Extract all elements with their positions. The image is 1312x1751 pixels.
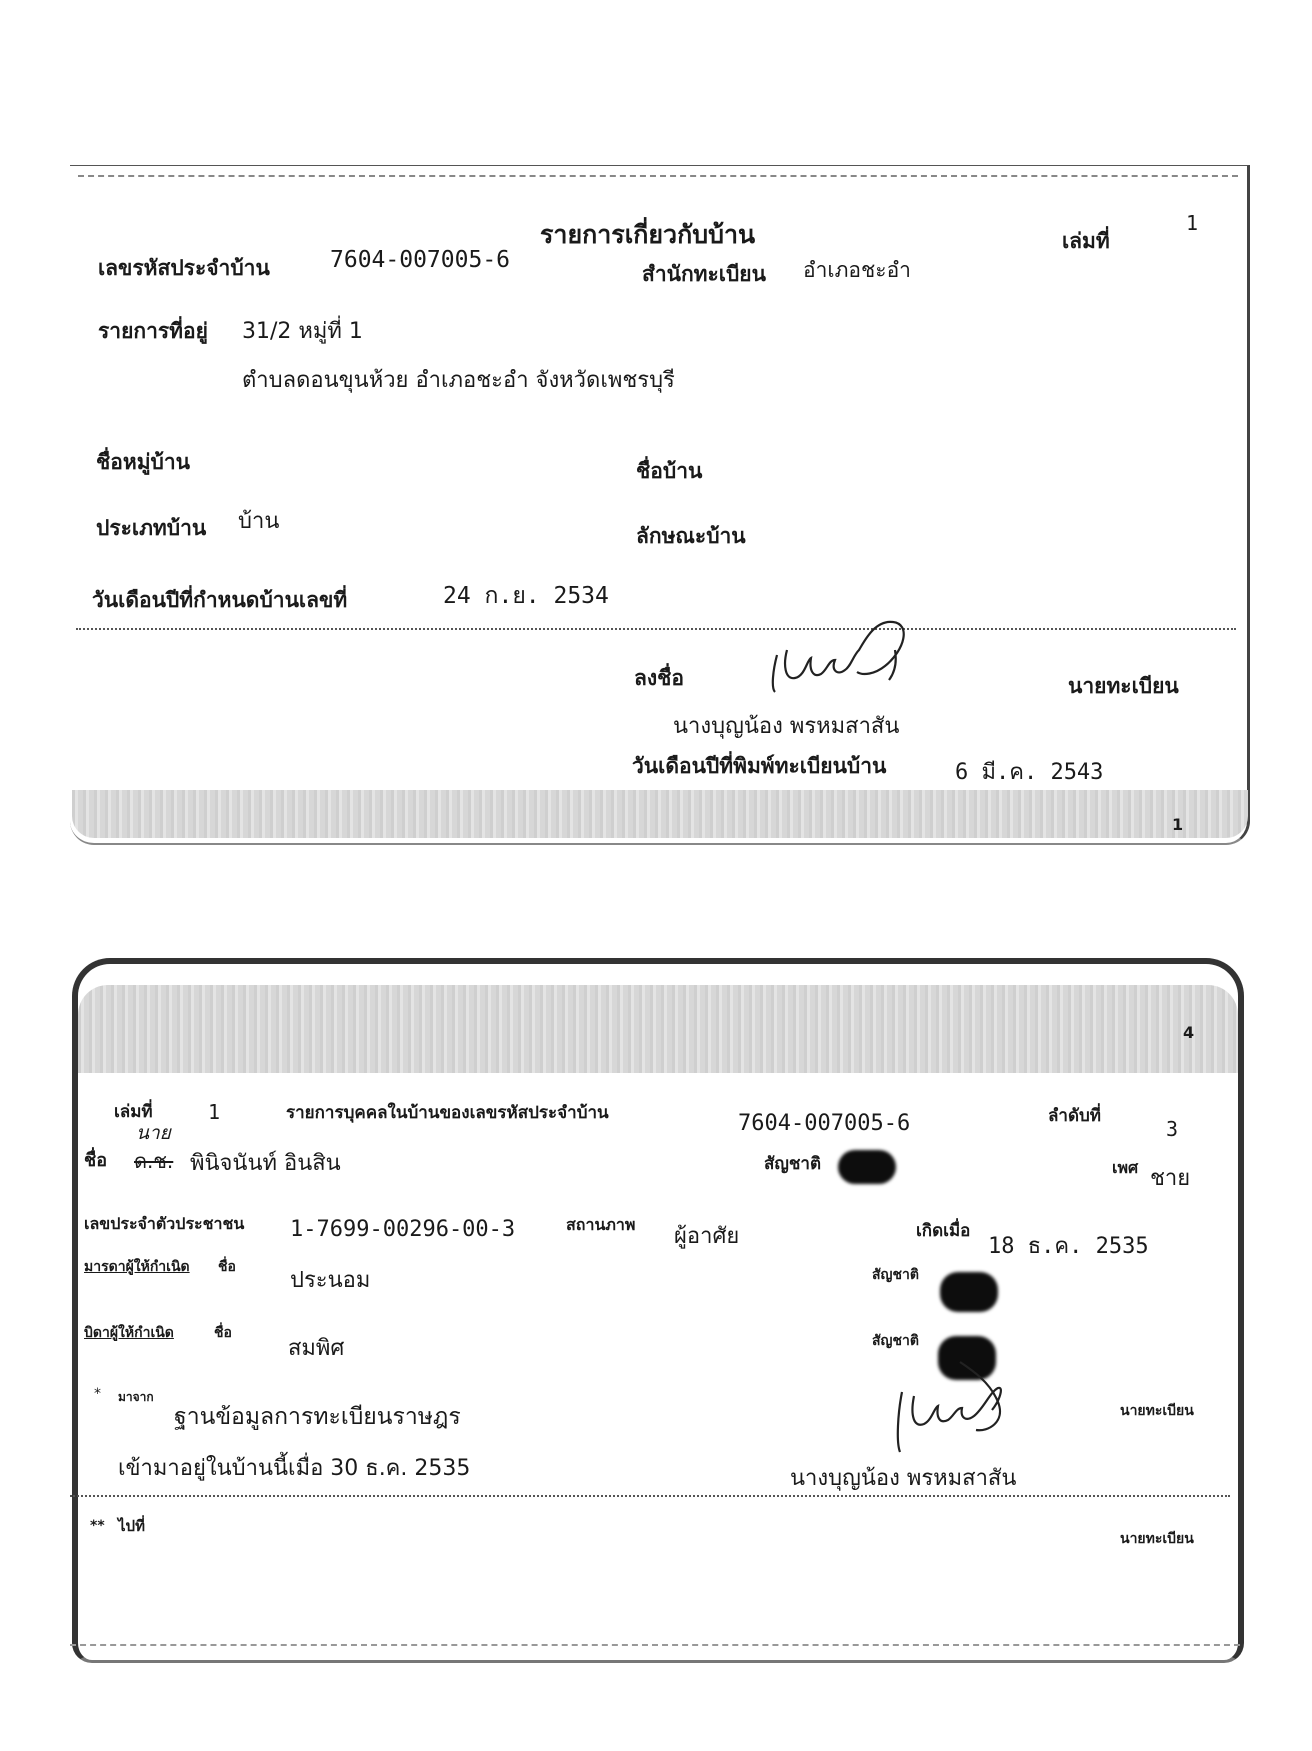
house-character-label: ลักษณะบ้าน: [636, 524, 746, 548]
card2-dotted-divider: [70, 1495, 1230, 1497]
name-label: ชื่อ: [84, 1150, 108, 1171]
father-name: สมพิศ: [288, 1336, 345, 1361]
redaction-2: [940, 1272, 998, 1312]
citizen-id: 1-7699-00296-00-3: [290, 1217, 516, 1242]
house-type-label: ประเภทบ้าน: [96, 516, 207, 540]
card2-page-number: 4: [1183, 1023, 1195, 1042]
sequence-label: ลำดับที่: [1048, 1106, 1102, 1126]
card1-page-number: 1: [1172, 815, 1184, 834]
status-label: สถานภาพ: [566, 1215, 636, 1234]
card1-book-number: 1: [1186, 211, 1199, 235]
address-label: รายการที่อยู่: [98, 319, 208, 343]
registrar-signature-1: [765, 610, 935, 695]
nationality-label-2: สัญชาติ: [872, 1267, 919, 1283]
mother-name-label: ชื่อ: [218, 1259, 236, 1275]
sex-label: เพศ: [1112, 1158, 1139, 1177]
father-label: บิดาผู้ให้กำเนิด: [84, 1325, 174, 1341]
person-section-title: รายการบุคคลในบ้านของเลขรหัสประจำบ้าน: [286, 1103, 609, 1123]
handwritten-title: นาย: [136, 1122, 171, 1144]
birth-date: 18 ธ.ค. 2535: [988, 1234, 1149, 1259]
registry-office: อำเภอชะอำ: [803, 258, 911, 282]
card1-top-dashed-line: [78, 175, 1238, 177]
card2-book-label: เล่มที่: [114, 1102, 153, 1122]
sequence-number: 3: [1166, 1117, 1179, 1141]
citizen-id-label: เลขประจำตัวประชาชน: [84, 1214, 245, 1233]
registrar-name-2: นางบุญน้อง พรหมสาสัน: [790, 1466, 1017, 1491]
registrar-label-3: นายทะเบียน: [1120, 1531, 1194, 1547]
address-line1: 31/2 หมู่ที่ 1: [242, 319, 363, 344]
house-code-label: เลขรหัสประจำบ้าน: [98, 256, 270, 280]
sex: ชาย: [1150, 1166, 1191, 1191]
redaction-1: [838, 1150, 896, 1184]
house-name-label: ชื่อบ้าน: [636, 459, 703, 483]
card2-gray-header-band: [78, 985, 1238, 1073]
person-name: พินิจนันท์ อินสิน: [190, 1151, 341, 1176]
print-date-label: วันเดือนปีที่พิมพ์ทะเบียนบ้าน: [632, 754, 887, 778]
card1-dotted-divider: [76, 628, 1236, 630]
card2-house-code: 7604-007005-6: [738, 1111, 911, 1136]
sign-label: ลงชื่อ: [634, 666, 684, 690]
assign-date-label: วันเดือนปีที่กำหนดบ้านเลขที่: [92, 588, 348, 612]
registrar-label-2: นายทะเบียน: [1120, 1403, 1194, 1419]
house-code: 7604-007005-6: [330, 247, 511, 273]
card2-book-number: 1: [208, 1100, 221, 1124]
from-label: มาจาก: [118, 1390, 154, 1404]
nationality-label-3: สัญชาติ: [872, 1333, 919, 1349]
to-label: ไปที่: [118, 1517, 145, 1535]
card1-title: รายการเกี่ยวกับบ้าน: [540, 220, 756, 249]
birth-label: เกิดเมื่อ: [916, 1221, 971, 1241]
moved-in-date: เข้ามาอยู่ในบ้านนี้เมื่อ 30 ธ.ค. 2535: [118, 1456, 471, 1481]
registrar-name-1: นางบุญน้อง พรหมสาสัน: [673, 714, 900, 739]
registrar-label-1: นายทะเบียน: [1068, 674, 1179, 698]
mother-label: มารดาผู้ให้กำเนิด: [84, 1259, 190, 1275]
father-name-label: ชื่อ: [214, 1325, 232, 1341]
mother-name: ประนอม: [290, 1268, 371, 1293]
from-prefix: *: [94, 1386, 101, 1402]
house-type: บ้าน: [238, 509, 280, 534]
assign-date: 24 ก.ย. 2534: [443, 583, 609, 609]
from-value: ฐานข้อมูลการทะเบียนราษฎร: [174, 1404, 461, 1430]
residence-status: ผู้อาศัย: [674, 1224, 740, 1249]
to-prefix: **: [90, 1518, 105, 1534]
print-date: 6 มี.ค. 2543: [955, 760, 1104, 785]
card1-gray-footer-band: [72, 790, 1248, 838]
registry-office-label: สำนักทะเบียน: [642, 262, 766, 286]
nationality-label-1: สัญชาติ: [764, 1154, 821, 1174]
struck-title: ด.ช.: [134, 1149, 174, 1173]
address-line2: ตำบลดอนขุนห้วย อำเภอชะอำ จังหวัดเพชรบุรี: [242, 368, 675, 393]
card1-book-label: เล่มที่: [1062, 229, 1110, 253]
registrar-signature-2: [880, 1352, 1040, 1462]
card2-bottom-dashed-line: [70, 1644, 1240, 1646]
village-name-label: ชื่อหมู่บ้าน: [96, 450, 191, 474]
